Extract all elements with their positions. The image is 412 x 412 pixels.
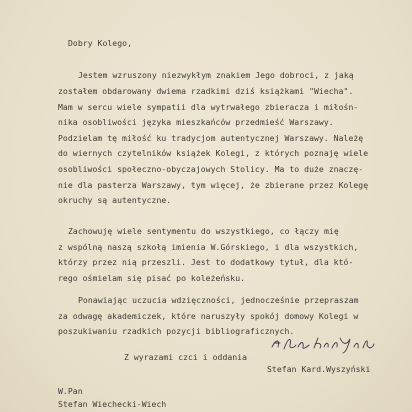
paragraph-2-line: z wspólną naszą szkołą imienia W.Górskiego, i dla wszystkich,: [58, 242, 359, 252]
paragraph-1-line: nika osobliwości języka mieszkańców przedmieść Warszawy.: [58, 117, 334, 127]
signature-name: Stefan Kard.Wyszyński: [267, 364, 371, 374]
paragraph-1-line: nie dla pasterza Warszawy, tym więcej, że zbierane przez Kolegę: [58, 180, 369, 190]
paragraph-1-line: zostałem obdarowany dwiema rzadkimi dziś książkami "Wiecha".: [58, 86, 354, 96]
paragraph-2-line: którzy przez nią przeszli. Jest to dodatkowy tytuł, dla któ-: [58, 257, 354, 267]
closing: Z wyrazami czci i oddania: [124, 352, 248, 362]
addressee-line: W.Pan: [58, 386, 83, 396]
paragraph-3-line: Ponawiając uczucia wdzięczności, jednocześnie przepraszam: [78, 295, 359, 305]
paragraph-1-line: Jestem wzruszony niezwykłym znakiem Jego dobroci, z jaką: [78, 70, 354, 80]
paragraph-2-line: Zachowuję wiele sentymentu do wszystkiego, co łączy mię: [68, 226, 339, 236]
paragraph-3-line: poszukiwaniu rzadkich pozycji bibliograficznych.: [58, 326, 295, 336]
handwritten-signature: [268, 333, 378, 355]
paragraph-1-line: Podzielam tę miłość ku tradycjom autentycznej Warszawy. Należę: [58, 133, 364, 143]
paragraph-3-line: za odwagę akademiczek, które naruszyły spokój domowy Kolegi w: [58, 311, 359, 321]
paragraph-2-line: rego ośmielam się pisać po koleżeńsku.: [58, 273, 246, 283]
paragraph-1-line: do wiernych czytelników książek Kolegi, z których poznaję wiele: [58, 148, 369, 158]
addressee-line: Stefan Wiechecki-Wiech: [58, 399, 167, 409]
paragraph-1-line: okruchy są autentyczne.: [58, 195, 172, 205]
salutation: Dobry Kolego,: [68, 38, 132, 48]
paragraph-1-line: osobliwości społeczno-obyczajowych Stolicy. Ma to duże znaczę-: [58, 164, 364, 174]
paragraph-1-line: Mam w sercu wiele sympatii dla wytrwałego zbieracza i miłośn-: [58, 102, 359, 112]
